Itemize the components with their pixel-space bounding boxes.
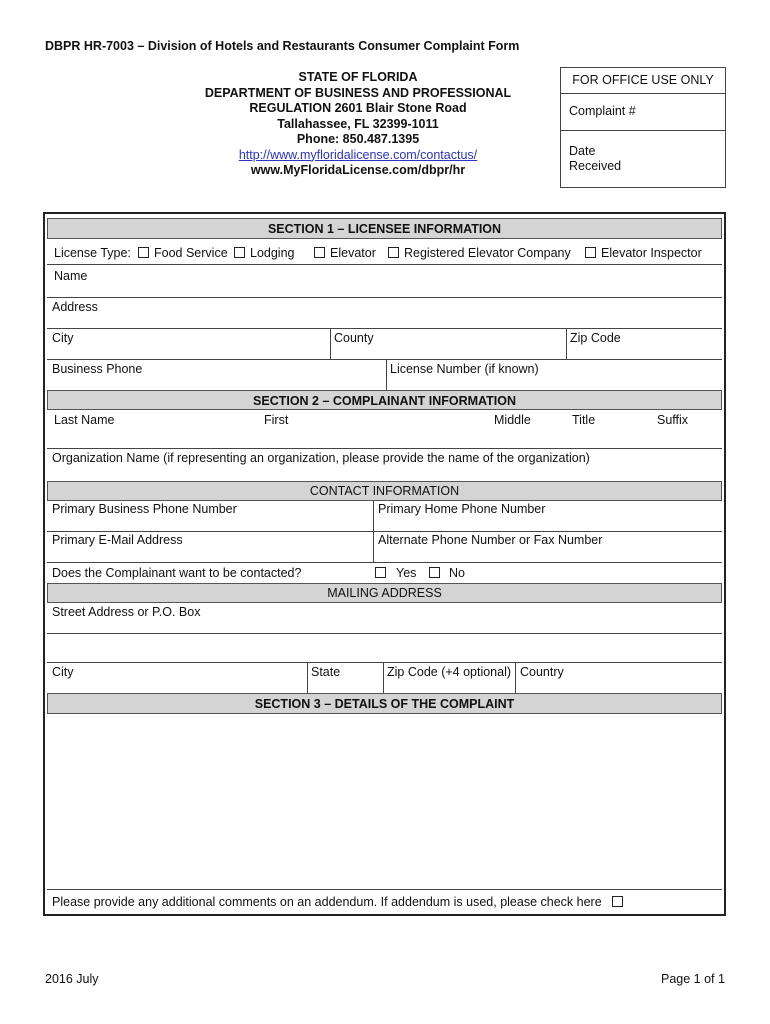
date-received-label-1: Date (569, 144, 596, 158)
elevator-checkbox[interactable] (314, 247, 325, 258)
addendum-checkbox[interactable] (612, 896, 623, 907)
business-phone-field[interactable]: Business Phone (52, 362, 143, 376)
website-text: www.MyFloridaLicense.com/dbpr/hr (250, 163, 466, 177)
licensee-zip-field[interactable]: Zip Code (570, 331, 621, 345)
street-address-field[interactable]: Street Address or P.O. Box (52, 605, 201, 619)
contact-us-link[interactable]: http://www.myfloridalicense.com/contactus/ (238, 147, 478, 162)
registered-elevator-company-label: Registered Elevator Company (404, 246, 571, 260)
registered-elevator-company-checkbox[interactable] (388, 247, 399, 258)
licensee-address-field[interactable]: Address (52, 300, 98, 314)
elevator-inspector-checkbox[interactable] (585, 247, 596, 258)
licensee-name-field[interactable]: Name (54, 269, 88, 283)
contact-info-heading: CONTACT INFORMATION (47, 481, 722, 501)
alternate-phone-field[interactable]: Alternate Phone Number or Fax Number (378, 533, 603, 547)
license-number-field[interactable]: License Number (if known) (390, 362, 539, 376)
organization-field[interactable]: Organization Name (if representing an organization, please provide the name of the organization) (52, 451, 590, 465)
title-field[interactable]: Title (572, 413, 596, 427)
contact-question: Does the Complainant want to be contacted? (52, 566, 302, 580)
contact-no-label: No (449, 566, 465, 580)
complaint-details-area[interactable] (47, 714, 722, 889)
contact-yes-label: Yes (396, 566, 417, 580)
form-title: DBPR HR-7003 – Division of Hotels and Restaurants Consumer Complaint Form (45, 39, 520, 53)
food-service-label: Food Service (154, 246, 228, 260)
section3-heading: SECTION 3 – DETAILS OF THE COMPLAINT (47, 693, 722, 714)
agency-line: STATE OF FLORIDA (298, 70, 418, 84)
agency-block (200, 70, 516, 179)
section1-heading: SECTION 1 – LICENSEE INFORMATION (47, 218, 722, 239)
primary-home-phone-field[interactable]: Primary Home Phone Number (378, 502, 546, 516)
licensee-county-field[interactable]: County (334, 331, 374, 345)
page-number: Page 1 of 1 (661, 972, 725, 986)
middle-name-field[interactable]: Middle (494, 413, 531, 427)
primary-business-phone-field[interactable]: Primary Business Phone Number (52, 502, 237, 516)
mailing-city-field[interactable]: City (52, 665, 74, 679)
addendum-text: Please provide any additional comments on an addendum. If addendum is used, please check here (52, 895, 602, 909)
suffix-field[interactable]: Suffix (657, 413, 689, 427)
agency-line: Phone: 850.487.1395 (296, 132, 420, 146)
licensee-city-field[interactable]: City (52, 331, 74, 345)
elevator-label: Elevator (330, 246, 376, 260)
license-type-label: License Type: (54, 246, 131, 260)
date-received-label-2: Received (569, 159, 622, 173)
complaint-number-label: Complaint # (569, 104, 636, 118)
primary-email-field[interactable]: Primary E-Mail Address (52, 533, 183, 547)
agency-line: REGULATION 2601 Blair Stone Road (249, 101, 467, 115)
mailing-country-field[interactable]: Country (520, 665, 564, 679)
footer-date: 2016 July (45, 972, 99, 986)
lodging-label: Lodging (250, 246, 295, 260)
elevator-inspector-label: Elevator Inspector (601, 246, 702, 260)
lodging-checkbox[interactable] (234, 247, 245, 258)
office-use-title: FOR OFFICE USE ONLY (572, 73, 714, 87)
mailing-zip-field[interactable]: Zip Code (+4 optional) (387, 665, 512, 679)
contact-no-checkbox[interactable] (429, 567, 440, 578)
first-name-field[interactable]: First (264, 413, 289, 427)
agency-line: DEPARTMENT OF BUSINESS AND PROFESSIONAL (204, 85, 512, 100)
mailing-state-field[interactable]: State (311, 665, 341, 679)
section2-heading: SECTION 2 – COMPLAINANT INFORMATION (47, 390, 722, 410)
mailing-address-heading: MAILING ADDRESS (47, 583, 722, 603)
food-service-checkbox[interactable] (138, 247, 149, 258)
office-use-box (560, 67, 726, 188)
contact-yes-checkbox[interactable] (375, 567, 386, 578)
agency-line: Tallahassee, FL 32399-1011 (277, 116, 439, 131)
last-name-field[interactable]: Last Name (54, 413, 115, 427)
